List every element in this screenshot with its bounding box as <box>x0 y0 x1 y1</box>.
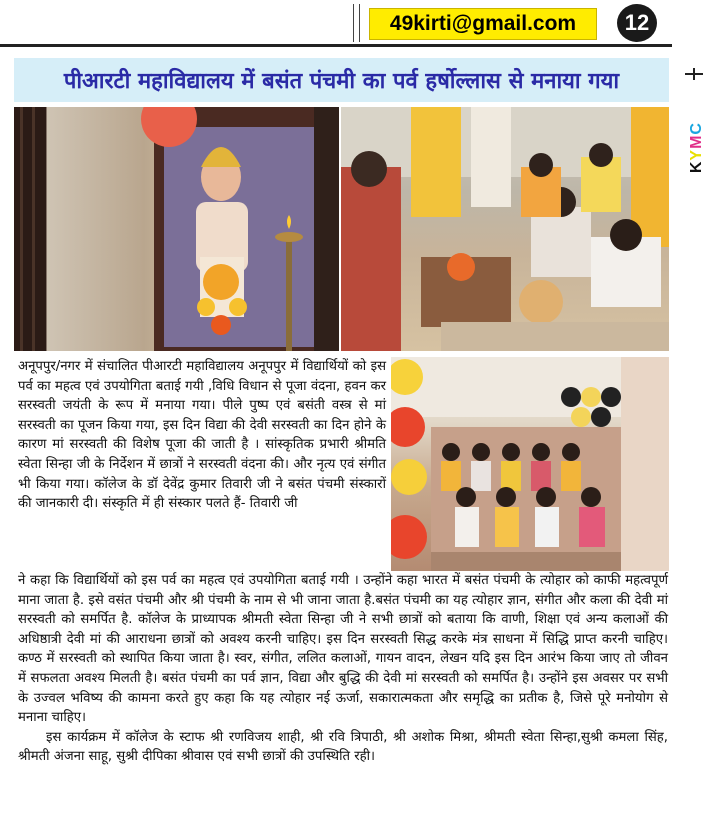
article-paragraph-1: अनूपपुर/नगर में संचालित पीआरटी महाविद्यालय अनूपपुर में विद्यार्थियों को इस पर्व का महत्व एवं उपयोगिता बताई गयी ,विधि विधान से पूजा वंदना, हवन कर सरस्वती जयंती के रूप में मनाया गया। पीले पुष्प एवं बसंती वस्त्र से मां सरस्वती का पूजन किया गया, इस दिन विद्या की देवी सरस्वती का दिन होने के कारण मां सरस्वती की विशेष पूजा की जाती है । सांस्कृतिक प्रभारी श्रीमति स्वेता सिन्हा जी के निर्देशन में छात्रों ने सरस्वती वंदना की। और नृत्य एवं संगीत भी किया गया। कॉलेज के डॉ देवेंद्र कुमार तिवारी जी ने बसंत पंचमी संस्कारों की जानकारी दी। संस्कृति में ही संस्कार पलते हैं- तिवारी जी <box>18 359 386 512</box>
article-headline: पीआरटी महाविद्यालय में बसंत पंचमी का पर्व हर्षोल्लास से मनाया गया <box>63 69 620 94</box>
havan-ceremony-photo <box>341 107 669 351</box>
email-banner <box>369 8 597 40</box>
cmyk-y: Y <box>688 148 705 161</box>
column-rule-marks <box>353 4 360 42</box>
cmyk-color-bar <box>688 122 704 173</box>
registration-mark-icon <box>685 68 703 80</box>
saraswati-idol-photo <box>14 107 339 351</box>
article-body-wide-column <box>18 571 668 767</box>
article-headline-bar <box>14 58 669 102</box>
cmyk-k: K <box>688 160 705 174</box>
cmyk-m: M <box>688 134 705 149</box>
cmyk-c: C <box>688 122 705 135</box>
article-paragraph-2: ने कहा कि विद्यार्थियों को इस पर्व का महत्व एवं उपयोगिता बताई गयी । उन्होंने कहा भारत में बसंत पंचमी के त्योहार को काफी महत्वपूर्ण माना जाता है. इसे वसंत पंचमी और श्री पंचमी के नाम से भी जाना जाता है.बसंत पंचमी का यह त्योहार ज्ञान, संगीत और कला की देवी मां सरस्वती को समर्पित है. कॉलेज के प्राध्यापक श्रीमती स्वेता सिन्हा जी ने सभी छात्रों को बताया कि वाणी, शिक्षा एवं अन्य कलाओं की अधिष्ठात्री देवी मां की आराधना छात्रों को अवश्य करनी चाहिए। इस दिन सरस्वती सिद्ध करके मंत्र साधना में सिद्धि प्राप्त करनी चाहिए। कण्ठ में सरस्वती को स्थापित किया जाता है। स्वर, संगीत, ललित कलाओं, गायन वादन, लेखन यदि इस दिन आरंभ किया जाए तो जीवन में सफलता अवश्य मिलती है। बसंत पंचमी का पर्व ज्ञान, विद्या और बुद्धि की देवी मां सरस्वती को समर्पित है। उन्होंने इस अवसर पर सभी के उज्वल भविष्य की कामना करते हुए कहा कि यह त्योहार नई ऊर्जा, सकारात्मकता और समृद्धि का प्रतीक है, जिसे पूरे मनोयोग से मनाना चाहिए। <box>18 573 668 726</box>
article-paragraph-3: इस कार्यक्रम में कॉलेज के स्टाफ श्री रणविजय शाही, श्री रवि त्रिपाठी, श्री अशोक मिश्रा, श्रीमती स्वेता सिन्हा,सुश्री कमला सिंह, श्रीमती अंजना साहू, सुश्री दीपिका श्रीवास एवं सभी छात्रों की उपस्थिति रही। <box>18 729 668 765</box>
article-body-narrow-column <box>18 357 386 514</box>
email-text: 49kirti@gmail.com <box>389 12 577 35</box>
students-gathering-photo <box>391 357 669 571</box>
top-rule <box>0 44 672 47</box>
page-number: 12 <box>624 10 650 35</box>
page-number-badge <box>617 4 657 42</box>
